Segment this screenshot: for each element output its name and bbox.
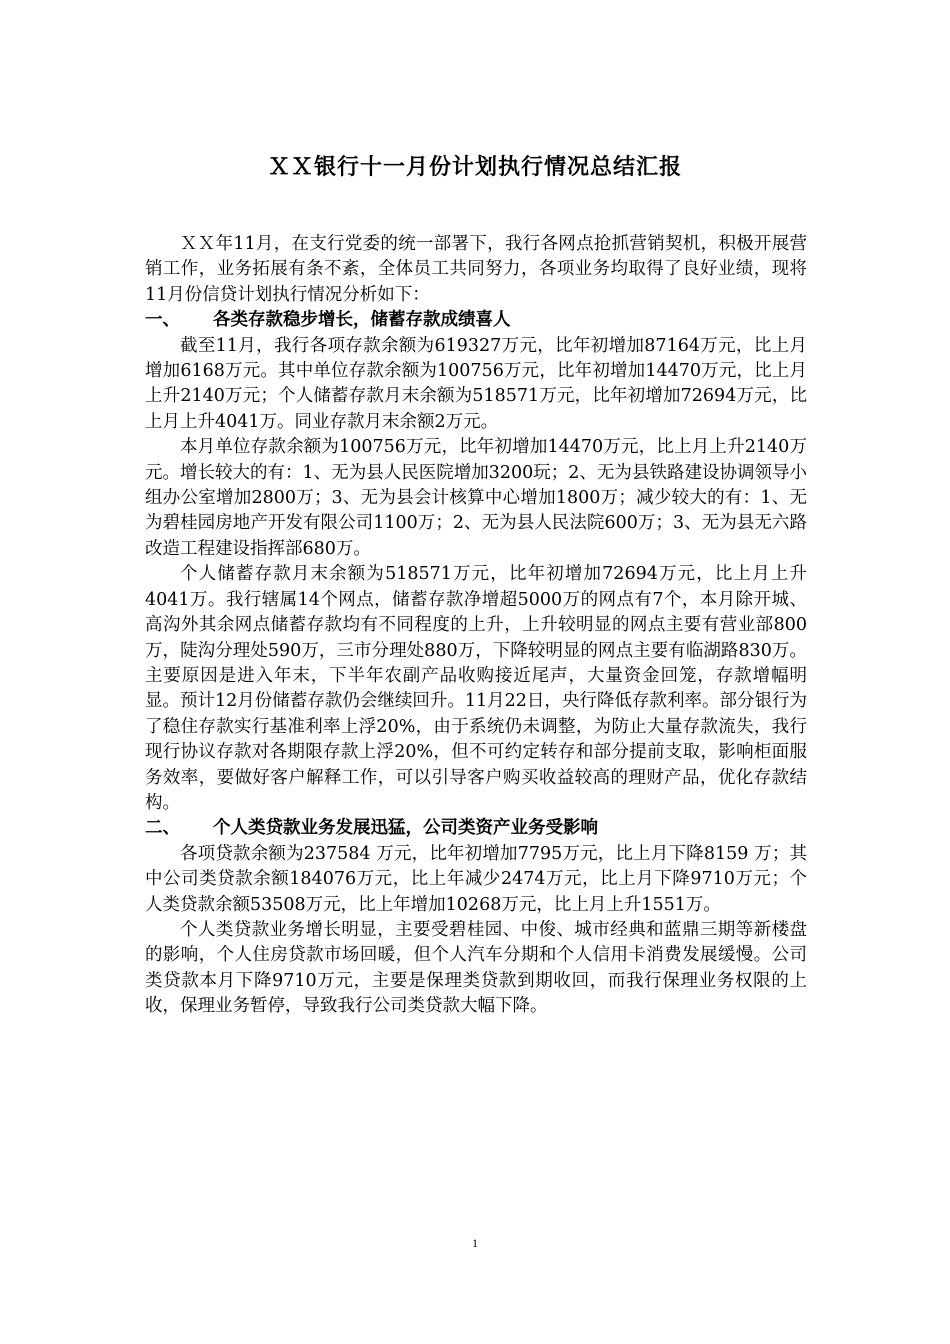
section-1-paragraph-2: 本月单位存款余额为100756万元，比年初增加14470万元，比上月上升2140万元。增长较大的有：1、无为县人民医院增加3200玩；2、无为县铁路建设协调领导小组办公室增加2800万；3、无为县会计核算中心增加1800万；减少较大的有：1、无为碧桂园房地产开发有限公司1100万；2、无为县人民法院600万；3、无为县无六路改造工程建设指挥部680万。 [145, 437, 807, 559]
section-2-title: 个人类贷款业务发展迅猛，公司类资产业务受影响 [213, 818, 598, 839]
intro-paragraph: ＸＸ年11月，在支行党委的统一部署下，我行各网点抢抓营销契机，积极开展营销工作，业务拓展有条不紊，全体员工共同努力，各项业务均取得了良好业绩，现将11月份信贷计划执行情况分析如下： [145, 234, 807, 305]
document-body [145, 232, 807, 1020]
section-2-paragraph-2: 个人类贷款业务增长明显，主要受碧桂园、中俊、城市经典和蓝鼎三期等新楼盘的影响，个人住房贷款市场回暖，但个人汽车分期和个人信用卡消费发展缓慢。公司类贷款本月下降9710万元，主要是保理类贷款到期收回，而我行保理业务权限的上收，保理业务暂停，导致我行公司类贷款大幅下降。 [145, 919, 807, 1017]
section-1-heading [145, 308, 807, 333]
section-1-paragraph-1: 截至11月，我行各项存款余额为619327万元，比年初增加87164万元，比上月增加6168万元。其中单位存款余额为100756万元，比年初增加14470万元，比上月上升2140万元；个人储蓄存款月末余额为518571万元，比年初增加72694万元，比上月上升4041万。同业存款月末余额2万元。 [145, 335, 807, 432]
section-1-title: 各类存款稳步增长，储蓄存款成绩喜人 [213, 310, 511, 331]
page-number: 1 [472, 1236, 478, 1250]
document-title: ＸＸ银行十一月份计划执行情况总结汇报 [267, 155, 682, 180]
section-2-heading [145, 816, 807, 841]
section-1-paragraph-3: 个人储蓄存款月末余额为518571万元，比年初增加72694万元，比上月上升4041万。我行辖属14个网点，储蓄存款净增超5000万的网点有7个，本月除开城、高沟外其余网点储蓄存款均有不同程度的上升，上升较明显的网点主要有营业部800万，陡沟分理处590万，三市分理处880万，下降较明显的网点主要有临湖路830万。主要原因是进入年末，下半年农副产品收购接近尾声，大量资金回笼，存款增幅明显。预计12月份储蓄存款仍会继续回升。11月22日，央行降低存款利率。部分银行为了稳住存款实行基准利率上浮20%，由于系统仍未调整，为防止大量存款流失，我行现行协议存款对各期限存款上浮20%，但不可约定转存和部分提前支取，影响柜面服务效率，要做好客户解释工作，可以引导客户购买收益较高的理财产品，优化存款结构。 [145, 564, 807, 813]
section-1-number: 一、 [145, 310, 180, 331]
section-2-number: 二、 [145, 818, 180, 839]
section-2-paragraph-1: 各项贷款余额为237584 万元，比年初增加7795万元，比上月下降8159 万；其中公司类贷款余额184076万元，比上年减少2474万元，比上月下降9710万元；个人类贷款余额53508万元，比上年增加10268万元，比上月上升1551万。 [145, 843, 807, 915]
